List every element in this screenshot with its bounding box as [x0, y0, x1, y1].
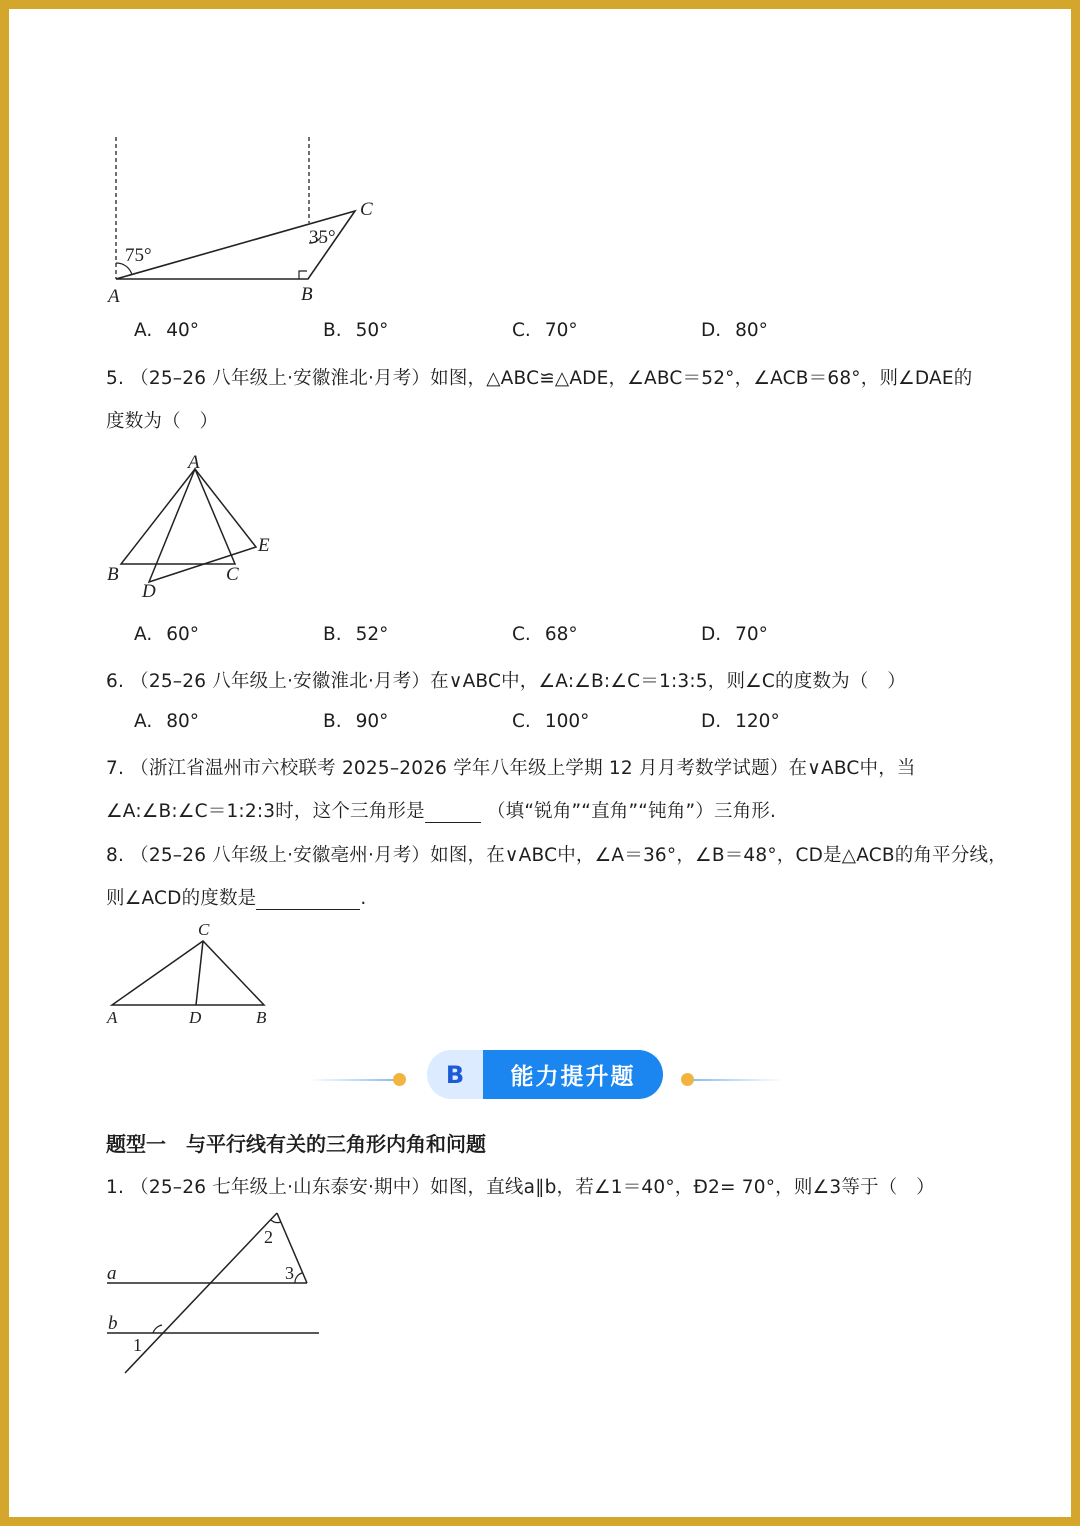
triangle-abc: [112, 941, 264, 1005]
option-value: 100°: [544, 711, 590, 732]
option-value: 80°: [166, 711, 200, 732]
q8-number: 8.: [106, 845, 125, 866]
q8-line1: [106, 841, 1007, 867]
figure-q1: [101, 1205, 331, 1385]
vertex-label-b: B: [256, 1008, 267, 1027]
option-label: B.: [323, 320, 342, 341]
banner-deco-dot-left: [393, 1073, 406, 1086]
figure-q5: [101, 449, 281, 599]
option-value: 70°: [735, 624, 768, 645]
figure-q4: [99, 131, 389, 311]
vertex-label-c: C: [198, 920, 210, 939]
option-value: 60°: [166, 624, 200, 645]
banner-title: 能力提升题: [483, 1050, 663, 1099]
option-label: D.: [701, 320, 722, 341]
vertex-label-d: D: [189, 1008, 202, 1027]
triangle-abc: [121, 469, 235, 564]
option-label: C.: [512, 624, 531, 645]
q6-option-a[interactable]: [134, 711, 199, 732]
vertex-label-a: A: [188, 452, 200, 473]
q5-line2: 度数为（ ）: [106, 411, 219, 432]
figure-q8: [101, 917, 281, 1027]
vertex-label-a: A: [107, 1008, 118, 1027]
transversal: [125, 1213, 277, 1373]
option-label: A.: [134, 624, 153, 645]
line-label-a: a: [107, 1263, 117, 1284]
angle-label-35: 35°: [309, 227, 336, 248]
q6-line: [106, 667, 906, 693]
option-label: D.: [701, 711, 722, 732]
q5-option-d[interactable]: [701, 624, 768, 645]
q5-option-b[interactable]: [323, 624, 388, 645]
q7-line2: [106, 797, 776, 823]
q7-line1: [106, 754, 916, 780]
q5-source: （25–26 八年级上·安徽淮北·月考）如图，: [130, 368, 487, 389]
q1-line: [106, 1173, 935, 1199]
option-value: 70°: [544, 320, 578, 341]
vertex-label-a: A: [108, 286, 120, 307]
option-label: B.: [323, 711, 342, 732]
q5-expression: △ABC≌△ADE，∠ABC＝52°，∠ACB＝68°，则∠DAE的: [486, 368, 973, 389]
q4-option-a[interactable]: [134, 320, 199, 341]
option-value: 50°: [355, 320, 389, 341]
q5-option-a[interactable]: [134, 624, 199, 645]
section-heading: 题型一 与平行线有关的三角形内角和问题: [106, 1132, 486, 1156]
q6-text: （25–26 八年级上·安徽淮北·月考）在∨ABC中，∠A:∠B:∠C＝1:3:5，则∠C的度数为（ ）: [130, 671, 906, 692]
angle-arc-3: [295, 1273, 302, 1283]
q4-option-b[interactable]: [323, 320, 388, 341]
angle-label-2: 2: [264, 1227, 273, 1247]
vertex-label-d: D: [142, 581, 156, 599]
q7-answer-blank[interactable]: [425, 801, 481, 823]
q7-number: 7.: [106, 758, 125, 779]
vertex-label-c: C: [360, 199, 373, 220]
q7-text-a: ∠A:∠B:∠C＝1:2:3时，这个三角形是: [106, 801, 425, 822]
q6-option-c[interactable]: [512, 711, 589, 732]
q5-number: 5.: [106, 368, 125, 389]
option-value: 120°: [735, 711, 780, 732]
option-label: A.: [134, 711, 153, 732]
vertex-label-c: C: [226, 564, 239, 585]
q6-number: 6.: [106, 671, 125, 692]
section-banner: [427, 1050, 663, 1099]
q6-option-b[interactable]: [323, 711, 388, 732]
banner-letter: B: [427, 1050, 483, 1099]
angle-arc-1: [153, 1325, 162, 1333]
vertex-label-b: B: [301, 284, 313, 305]
option-label: C.: [512, 711, 531, 732]
q8-text: 则∠ACD的度数是: [106, 888, 257, 909]
banner-deco-line-right: [693, 1079, 783, 1081]
q5-line1: [106, 364, 973, 390]
option-label: B.: [323, 624, 342, 645]
q8-answer-blank[interactable]: [256, 888, 360, 910]
option-label: C.: [512, 320, 531, 341]
banner-deco-line-left: [309, 1079, 395, 1081]
line-label-b: b: [108, 1313, 118, 1334]
vertex-label-e: E: [258, 535, 270, 556]
option-label: A.: [134, 320, 153, 341]
q8-line2: [106, 884, 366, 910]
option-value: 40°: [166, 320, 200, 341]
right-angle-mark: [299, 271, 307, 279]
q8-period: .: [360, 888, 367, 909]
option-value: 52°: [355, 624, 389, 645]
q1-text: （25–26 七年级上·山东泰安·期中）如图，直线a∥b，若∠1＝40°，Ð2= 70°，则∠3等于（ ）: [130, 1177, 935, 1198]
angle-label-1: 1: [133, 1335, 142, 1355]
q4-option-c[interactable]: [512, 320, 578, 341]
vertex-label-b: B: [107, 564, 119, 585]
option-value: 90°: [355, 711, 389, 732]
angle-label-75: 75°: [125, 245, 152, 266]
q7-text: （浙江省温州市六校联考 2025–2026 学年八年级上学期 12 月月考数学试题）在∨ABC中，当: [130, 758, 916, 779]
option-label: D.: [701, 624, 722, 645]
q4-option-d[interactable]: [701, 320, 768, 341]
q6-option-d[interactable]: [701, 711, 780, 732]
q5-option-c[interactable]: [512, 624, 578, 645]
bisector-cd: [196, 941, 203, 1005]
angle-label-3: 3: [285, 1263, 294, 1283]
option-value: 68°: [544, 624, 578, 645]
option-value: 80°: [735, 320, 768, 341]
q8-text: （25–26 八年级上·安徽亳州·月考）如图，在∨ABC中，∠A＝36°，∠B＝48°，CD是△ACB的角平分线，: [130, 845, 1007, 866]
q7-text-b: （填“锐角”“直角”“钝角”）三角形.: [486, 801, 777, 822]
q1-number: 1.: [106, 1177, 125, 1198]
